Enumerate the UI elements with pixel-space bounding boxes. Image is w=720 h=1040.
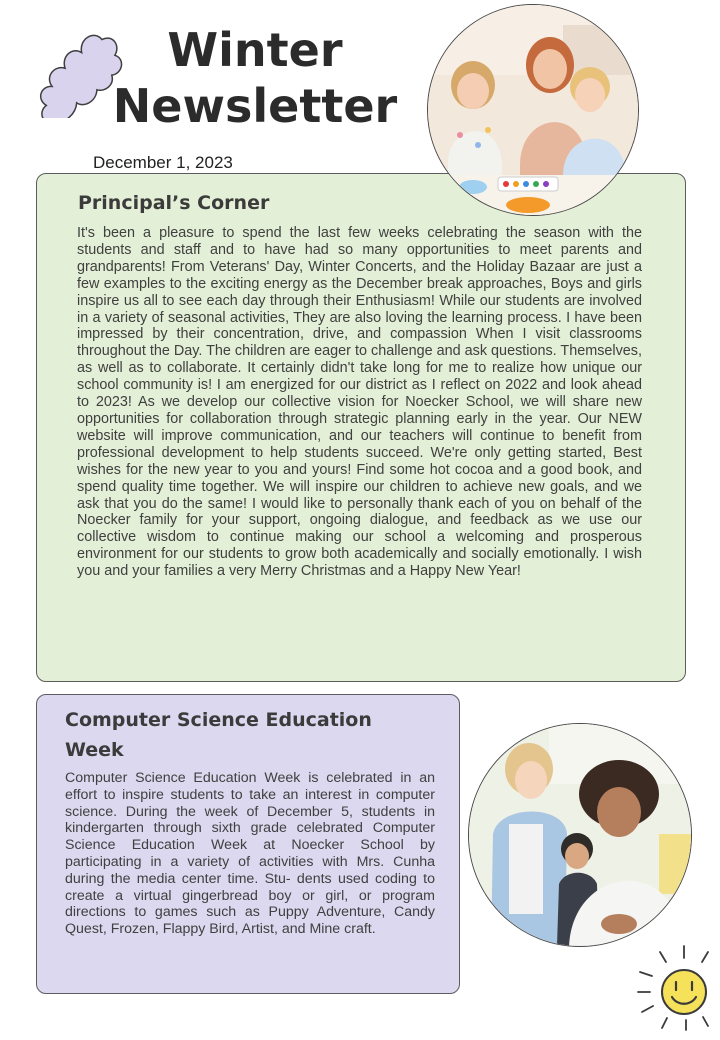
principals-corner-card — [36, 173, 686, 682]
principals-corner-body: It's been a pleasure to spend the last few weeks celebrating the season with the students and staff and to have had so many opportunities to meet parents and grandparents! From Veterans' Day, Winter Concerts, and the Holiday Bazaar are just a few examples to the exciting energy as the December break approaches, Boys and girls inspire us all to see each day through their Enthusiasm! While our students are involved in a variety of seasonal activities, They are also loving the learning process. I have been impressed by their concentration, drive, and compassion When I visit classrooms throughout the Day. The children are eager to challenge and ask questions. Themselves, as well as to collaborate. It certainly didn't take long for me to realize how unique our school community is! I am energized for our district as I reflect on 2022 and look ahead to 2023! As we develop our collective vision for Noecker School, we will share new opportunities for collaboration through strategic planning early in the year. Our NEW website will improve communication, and our teachers will continue to benefit from professional development to help students succeed. We're only getting started, Best wishes for the new year to you and yours! Find some hot cocoa and a good book, and spend quality time together. We will inspire our children to achieve new goals, and we ask that you do the same! I would like to personally thank each of you on behalf of the Noecker family for your support, ongoing dialogue, and feedback as we use our collective wisdom to continue making our school a welcoming and prosperous environment for our students to grow both academically and socially emotionally. I wish you and your families a very Merry Christmas and a Happy New Year! — [77, 225, 642, 580]
painting-class-photo — [427, 4, 639, 216]
cs-week-heading-line-2: Week — [65, 739, 124, 761]
smiling-sun-icon — [632, 942, 716, 1032]
classroom-group-photo — [468, 723, 692, 947]
cs-week-heading-line-1: Computer Science Education — [65, 709, 372, 731]
title-line-1: Winter — [167, 23, 343, 77]
title-line-2: Newsletter — [112, 79, 398, 133]
newsletter-date: December 1, 2023 — [93, 153, 233, 172]
cs-week-card — [36, 694, 460, 994]
newsletter-title — [95, 22, 415, 134]
cs-week-body: Computer Science Education Week is celebrated in an effort to inspire students to take an interest in computer science. During the week of December 5, students in kindergarten through sixth grade celebrated Computer Science Education Week at Noecker School by participating in a variety of activities with Mrs. Cunha during the media center time. Stu- dents used coding to create a virtual gingerbread boy or girl, or program directions to games such as Puppy Adventure, Candy Quest, Frozen, Flappy Bird, Artist, and Mine craft. — [65, 770, 435, 938]
principals-corner-heading: Principal’s Corner — [78, 192, 270, 214]
cs-week-heading — [65, 705, 385, 765]
